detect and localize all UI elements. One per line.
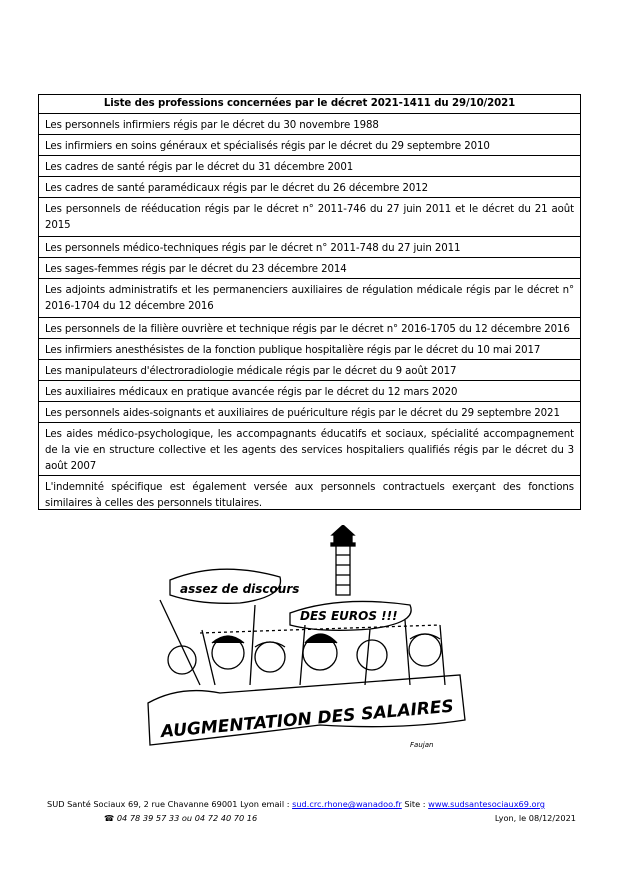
footer-site-label: Site : (404, 799, 426, 809)
table-cell: Les sages-femmes régis par le décret du 23 décembre 2014 (45, 264, 347, 275)
table-row (39, 257, 580, 278)
table-row (39, 401, 580, 422)
table-cell: Les personnels médico-techniques régis par le décret n° 2011-748 du 27 juin 2011 (45, 243, 461, 254)
table-cell: Les infirmiers en soins généraux et spécialisés régis par le décret du 29 septembre 2010 (45, 141, 490, 152)
table-row (39, 155, 580, 176)
table-row (39, 475, 580, 509)
table-row (39, 134, 580, 155)
table-row (39, 317, 580, 338)
table-header-row (39, 95, 580, 113)
footer-site-link[interactable]: www.sudsantesociaux69.org (428, 799, 545, 809)
table-cell: Les infirmiers anesthésistes de la fonction publique hospitalière régis par le décret du 10 mai 2017 (45, 345, 541, 356)
table-cell: Les manipulateurs d'électroradiologie médicale régis par le décret du 9 août 2017 (45, 366, 457, 377)
table-cell: Les personnels de rééducation régis par le décret n° 2011-746 du 27 juin 2011 et le décret du 21 août 2015 (45, 204, 574, 231)
cartoon-signature: Faujan (410, 741, 434, 749)
footer-contact-line (47, 799, 545, 809)
table-row (39, 422, 580, 475)
table-row (39, 176, 580, 197)
professions-table (38, 94, 581, 510)
table-row (39, 197, 580, 236)
speech-left: assez de discours (180, 582, 300, 596)
table-row (39, 113, 580, 134)
table-row (39, 380, 580, 401)
table-cell: Les aides médico-psychologique, les accompagnants éducatifs et sociaux, spécialité accompagnement de la vie en structure collective et les agents des services hospitaliers qualifiés régis par le décret du 3 août 2007 (45, 429, 574, 472)
table-row (39, 359, 580, 380)
table-cell: Les personnels de la filière ouvrière et technique régis par le décret n° 2016-1705 du 12 décembre 2016 (45, 324, 570, 335)
table-header: Liste des professions concernées par le décret 2021-1411 du 29/10/2021 (103, 98, 516, 109)
table-row (39, 278, 580, 317)
lighthouse-icon (331, 525, 355, 595)
table-cell: L'indemnité spécifique est également versée aux personnels contractuels exerçant des fonctions similaires à celles des personnels titulaires. (45, 482, 574, 509)
table-row (39, 338, 580, 359)
protest-cartoon (140, 525, 470, 755)
phone-icon: ☎ (104, 813, 115, 823)
table-cell: Les auxiliaires médicaux en pratique avancée régis par le décret du 12 mars 2020 (45, 387, 458, 398)
table-cell: Les personnels aides-soignants et auxiliaires de puériculture régis par le décret du 29 septembre 2021 (45, 408, 560, 419)
footer-phone-line (104, 813, 257, 823)
table-cell: Les cadres de santé régis par le décret du 31 décembre 2001 (45, 162, 354, 173)
table-cell: Les adjoints administratifs et les permanenciers auxiliaires de régulation médicale régis par le décret n° 2016-1704 du 12 décembre 2016 (45, 285, 574, 312)
footer-org: SUD Santé Sociaux 69, 2 rue Chavanne 69001 Lyon email : (47, 799, 290, 809)
table-row (39, 236, 580, 257)
footer-phone: 04 78 39 57 33 ou 04 72 40 70 16 (116, 813, 258, 823)
footer-email-link[interactable]: sud.crc.rhone@wanadoo.fr (292, 799, 402, 809)
table-cell: Les cadres de santé paramédicaux régis par le décret du 26 décembre 2012 (45, 183, 428, 194)
footer-date: Lyon, le 08/12/2021 (494, 813, 576, 823)
table-cell: Les personnels infirmiers régis par le décret du 30 novembre 1988 (45, 120, 379, 131)
speech-right: DES EUROS !!! (300, 609, 398, 623)
banner-text: AUGMENTATION DES SALAIRES (160, 696, 455, 743)
